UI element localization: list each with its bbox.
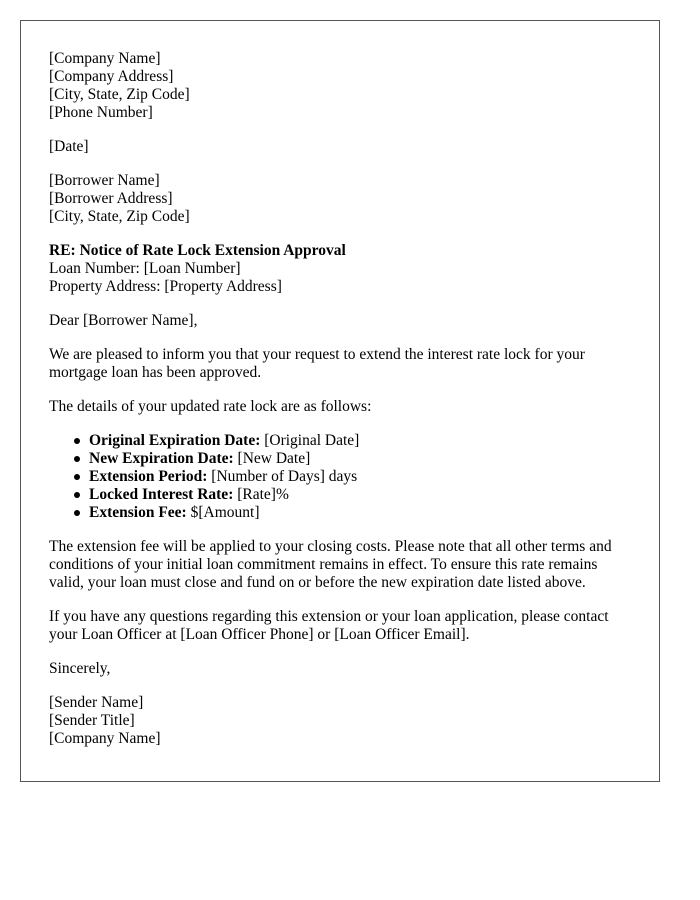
detail-new-expiration xyxy=(89,450,631,468)
detail-value: [Original Date] xyxy=(260,432,360,449)
signature-sender-title: [Sender Title] xyxy=(49,712,135,729)
sender-address-block xyxy=(49,50,631,122)
detail-label: Locked Interest Rate: xyxy=(89,486,234,503)
sender-company-address: [Company Address] xyxy=(49,68,174,85)
recipient-address: [Borrower Address] xyxy=(49,190,173,207)
detail-original-expiration xyxy=(89,432,631,450)
intro-paragraph: We are pleased to inform you that your request to extend the interest rate lock for your mortgage loan has been approved. xyxy=(49,346,585,381)
recipient-name: [Borrower Name] xyxy=(49,172,160,189)
sender-phone: [Phone Number] xyxy=(49,104,153,121)
signature-sender-name: [Sender Name] xyxy=(49,694,144,711)
property-address-line: Property Address: [Property Address] xyxy=(49,278,282,295)
letter-document xyxy=(20,20,660,782)
rate-lock-details-list xyxy=(49,432,631,522)
detail-label: Extension Period: xyxy=(89,468,208,485)
detail-label: New Expiration Date: xyxy=(89,450,234,467)
detail-value: [Rate]% xyxy=(233,486,289,503)
detail-value: $[Amount] xyxy=(186,504,260,521)
detail-locked-rate xyxy=(89,486,631,504)
detail-label: Original Expiration Date: xyxy=(89,432,261,449)
detail-extension-fee xyxy=(89,504,631,522)
subject-block xyxy=(49,242,631,296)
loan-number-line: Loan Number: [Loan Number] xyxy=(49,260,241,277)
recipient-address-block xyxy=(49,172,631,226)
sender-company-name: [Company Name] xyxy=(49,50,161,67)
detail-label: Extension Fee: xyxy=(89,504,187,521)
salutation: Dear [Borrower Name], xyxy=(49,312,198,329)
recipient-city-state-zip: [City, State, Zip Code] xyxy=(49,208,190,225)
closing: Sincerely, xyxy=(49,660,111,677)
detail-extension-period xyxy=(89,468,631,486)
signature-block xyxy=(49,694,631,748)
letter-date: [Date] xyxy=(49,138,89,155)
subject-re-line: RE: Notice of Rate Lock Extension Approval xyxy=(49,242,346,259)
contact-paragraph: If you have any questions regarding this extension or your loan application, please contact your Loan Officer at [Loan Officer Phone] or [Loan Officer Email]. xyxy=(49,608,609,643)
signature-company-name: [Company Name] xyxy=(49,730,161,747)
fee-paragraph: The extension fee will be applied to your closing costs. Please note that all other terms and conditions of your initial loan commitment remains in effect. To ensure this rate remains valid, your loan must close and fund on or before the new expiration date listed above. xyxy=(49,538,612,591)
detail-value: [Number of Days] days xyxy=(207,468,358,485)
details-intro: The details of your updated rate lock are as follows: xyxy=(49,398,372,415)
detail-value: [New Date] xyxy=(233,450,311,467)
sender-city-state-zip: [City, State, Zip Code] xyxy=(49,86,190,103)
